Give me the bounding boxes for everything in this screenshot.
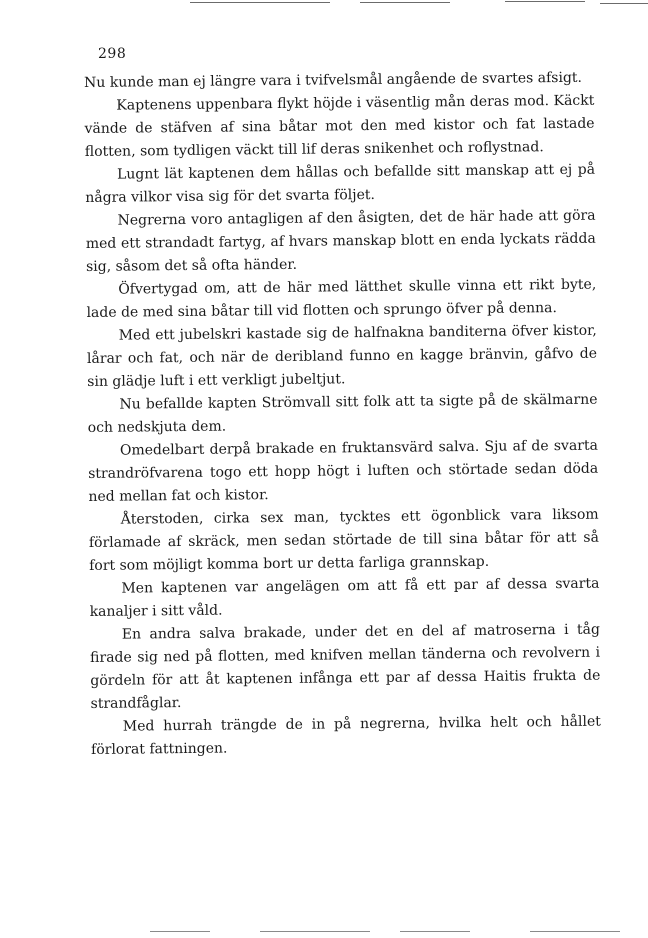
paragraph-6: Med ett jubelskri kastade sig de halfnakna banditerna öfver kistor, lårar och fat, och när de deribland funno en kagge bränvin, gåfvo de sin glädje luft i ett verkligt jubeltjut. [86, 322, 598, 390]
body-text [84, 67, 601, 762]
paragraph-4: Negrerna voro antagligen af den åsigten, det de här hade att göra med ett strandadt fartyg, af hvars manskap blott en enda lyckats rädda sig, såsom det så ofta händer. [85, 207, 596, 275]
paragraph-2: Kaptenens uppenbara flykt höjde i väsentlig mån deras mod. Käckt vände de stäfven af sina båtar mot den med kistor och fat lastade flotten, som tydligen väckt till lif deras snikenhet och roflystnad. [84, 92, 595, 160]
paragraph-1: Nu kunde man ej längre vara i tvifvelsmål angående de svartes afsigt. [84, 69, 583, 91]
paragraph-5: Öfvertygad om, att de här med lätthet skulle vinna ett rikt byte, lade de med sina båtar till vid flotten och sprungo öfver på denna. [86, 276, 597, 321]
paragraph-12: Med hurrah trängde de in på negrerna, hvilka helt och hållet förlorat fattningen. [91, 713, 601, 758]
page-number: 298 [98, 46, 127, 62]
paragraph-10: Men kaptenen var angelägen om att få ett par af dessa svarta kanaljer i sitt våld. [89, 575, 600, 620]
paragraph-7: Nu befallde kapten Strömvall sitt folk att ta sigte på de skälmarne och nedskjuta dem. [87, 391, 598, 436]
paragraph-11: En andra salva brakade, under det en del af matroserna i tåg firade sig ned på flotten, med knifven mellan tänderna och revolvern i gördeln för att åt kaptenen infånga ett par af dessa Haitis frukta de strandfåglar. [90, 621, 601, 712]
top-scan-rule [0, 0, 648, 6]
paragraph-9: Återstoden, cirka sex man, tycktes ett ögonblick vara liksom förlamade af skräck, men sedan störtade de till sina båtar för att så fort som möjligt komma bort ur detta farliga grannskap. [88, 506, 599, 574]
bottom-scan-rule [0, 930, 648, 934]
paragraph-8: Omedelbart derpå brakade en fruktansvärd salva. Sju af de svarta strandröfvarena togo ett hopp högt i luften och störtade sedan döda ned mellan fat och kistor. [88, 437, 599, 505]
paragraph-3: Lugnt lät kaptenen dem hållas och befallde sitt manskap att ej på några vilkor visa sig för det svarta följet. [85, 161, 596, 206]
